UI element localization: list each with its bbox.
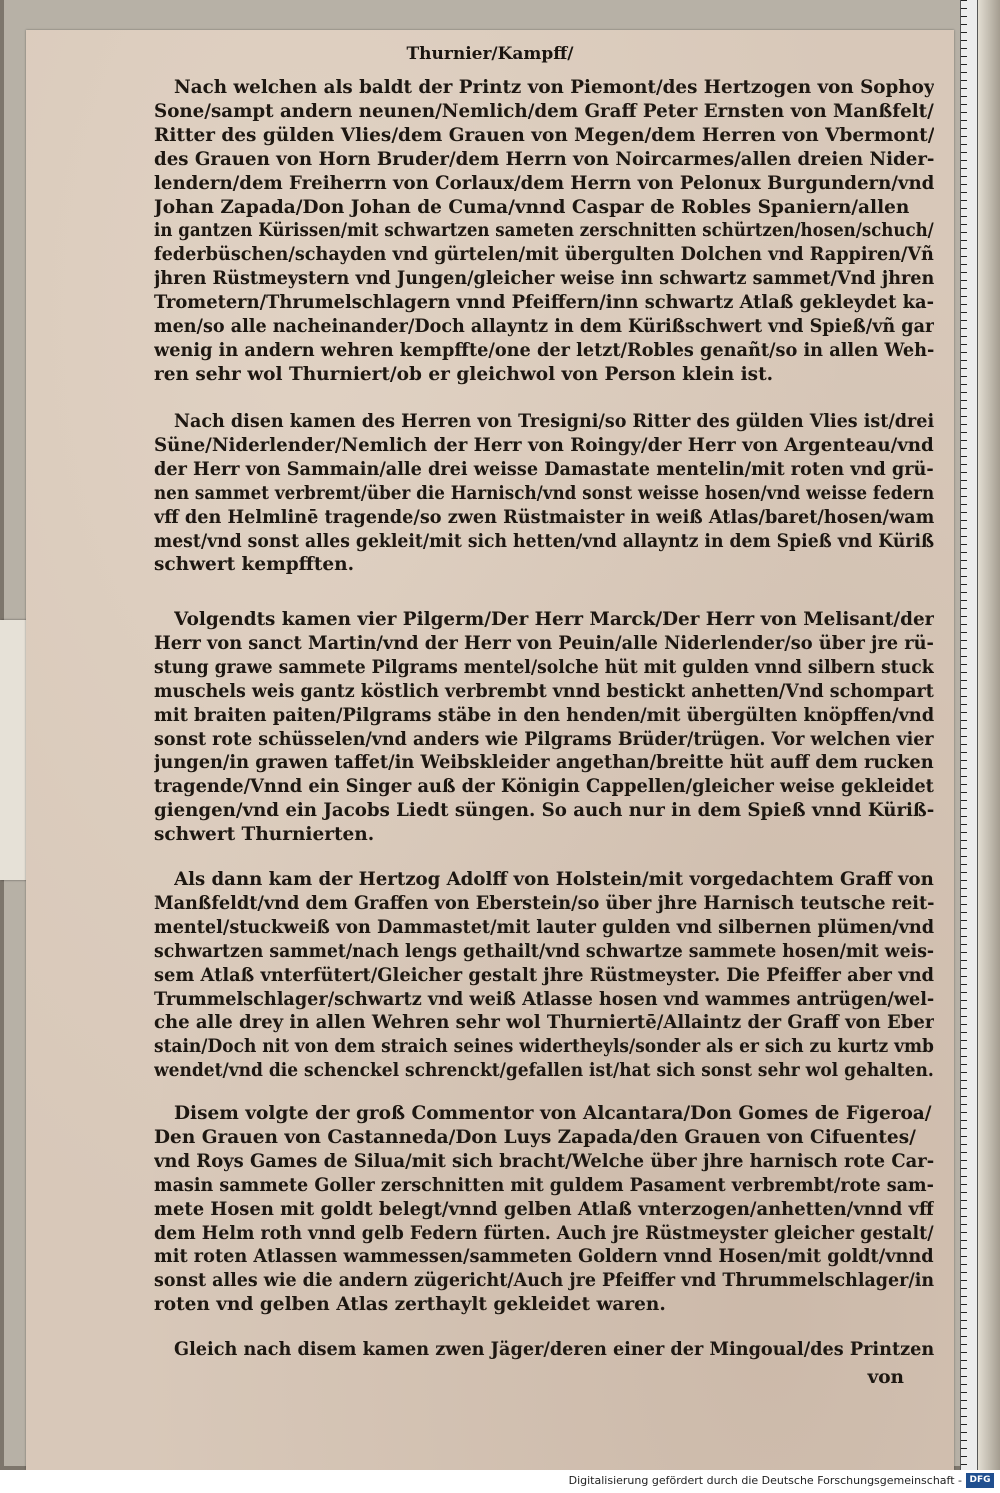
catchword: von <box>867 1367 904 1388</box>
text-line: Manßfeldt/vnd dem Graffen von Eberstein/so über jhre Harnisch teutsche reit- <box>154 892 934 914</box>
paragraph-4 <box>154 868 934 1083</box>
text-line: Süne/Niderlender/Nemlich der Herr von Roingy/der Herr von Argenteau/vnd <box>154 434 934 456</box>
text-line: jhren Rüstmeystern vnd Jungen/gleicher weise inn schwartz sammet/Vnd jhren <box>154 268 934 290</box>
text-line: dem Helm roth vnnd gelb Federn fürten. Auch jre Rüstmeyster gleicher gestalt/ <box>154 1222 934 1244</box>
text-line: nen sammet verbremt/über die Harnisch/vnd sonst weisse hosen/vnd weisse federn <box>154 482 934 504</box>
running-title: Thurnier/Kampff/ <box>406 44 574 64</box>
paragraph-2 <box>154 410 934 577</box>
text-line: Als dann kam der Hertzog Adolff von Holstein/mit vorgedachtem Graff von <box>174 869 934 890</box>
paragraph-1 <box>154 76 934 387</box>
text-line: mete Hosen mit goldt belegt/vnnd gelben Atlaß vnterzogen/anhetten/vnnd vff <box>154 1198 934 1220</box>
text-line: lendern/dem Freiherrn von Corlaux/dem Herrn von Pelonux Burgundern/vnd <box>154 172 934 194</box>
text-line: Disem volgte der groß Commentor von Alcantara/Don Gomes de Figeroa/ <box>174 1103 932 1124</box>
text-line: Volgendts kamen vier Pilgerm/Der Herr Marck/Der Herr von Melisant/der <box>174 609 934 630</box>
text-line: mit braiten paiten/Pilgrams stäbe in den henden/mit übergülten knöpffen/vnd <box>154 704 934 726</box>
text-line: wendet/vnd die schenckel schrenckt/gefallen ist/hat sich sonst sehr wol gehalten. <box>154 1060 934 1082</box>
text-line: mit roten Atlassen wammessen/sammeten Goldern vnnd Hosen/mit goldt/vnnd <box>154 1246 934 1268</box>
text-line: wenig in andern wehren kempffte/one der letzt/Robles genañt/so in allen Weh- <box>154 339 934 361</box>
text-line: sonst rote schüsselen/vnd anders wie Pilgrams Brüder/trügen. Vor welchen vier <box>154 728 934 750</box>
text-line: der Herr von Sammain/alle drei weisse Damastate mentelin/mit roten vnd grü- <box>154 458 934 480</box>
text-line: mentel/stuckweiß von Dammastet/mit lauter gulden vnd silbernen plümen/vnd <box>154 916 934 938</box>
text-line: che alle drey in allen Wehren sehr wol Thurniertē/Allaintz der Graff von Eber <box>154 1012 934 1034</box>
text-line: Nach welchen als baldt der Printz von Piemont/des Hertzogen von Sophoy <box>174 77 934 98</box>
text-line: schwert kempfften. <box>154 554 355 576</box>
text-line: giengen/vnd ein Jacobs Liedt süngen. So auch nur in dem Spieß vnnd Küriß- <box>154 800 934 822</box>
text-line: federbüschen/schayden vnd gürtelen/mit übergulten Dolchen vnd Rappiren/Vñ <box>154 244 934 266</box>
measuring-ruler <box>960 0 978 1470</box>
text-line: sonst alles wie die andern zügericht/Auch jre Pfeiffer vnd Thrummelschlager/in <box>154 1270 934 1292</box>
paragraph-6 <box>174 1338 934 1362</box>
text-line: masin sammete Goller zerschnitten mit guldem Pasament verbrembt/rote sam- <box>154 1174 934 1196</box>
text-line: schwartzen sammet/nach lengs gethailt/vnd schwartze sammete hosen/mit weis- <box>154 940 934 962</box>
text-line: vff den Helmlinē tragende/so zwen Rüstmaister in weiß Atlas/baret/hosen/wam <box>154 506 934 528</box>
text-line: Sone/sampt andern neunen/Nemlich/dem Graff Peter Ernsten von Manßfelt/ <box>154 100 934 122</box>
text-line: muschels weis gantz köstlich verbrembt vnnd bestickt anhetten/Vnd schompart <box>154 680 934 702</box>
text-line: Den Grauen von Castanneda/Don Luys Zapada/den Grauen von Cifuentes/ <box>154 1126 916 1148</box>
text-line: stain/Doch nit von dem straich seines widertheyls/sonder als er sich zu kurtz vmb <box>154 1036 934 1058</box>
text-line: mest/vnd sonst alles gekleit/mit sich hetten/vnd allayntz in dem Spieß vnd Küriß <box>154 530 934 552</box>
paragraph-3 <box>154 608 934 847</box>
text-line: vnd Roys Games de Silua/mit sich bracht/Welche über jhre harnisch rote Car- <box>154 1150 934 1172</box>
text-line: Ritter des gülden Vlies/dem Grauen von Megen/dem Herren von Vbermont/ <box>154 124 934 146</box>
text-line: Trometern/Thrumelschlagern vnnd Pfeiffern/inn schwartz Atlaß gekleydet ka- <box>154 292 934 314</box>
text-line: Trummelschlager/schwartz vnd weiß Atlasse hosen vnd wammes antrügen/wel- <box>154 988 934 1010</box>
dfg-logo: DFG <box>966 1473 994 1488</box>
text-line: stung grawe sammete Pilgrams mentel/solche hüt mit gulden vnnd silbern stuck <box>154 656 934 678</box>
text-line: des Grauen von Horn Bruder/dem Herrn von Noircarmes/allen dreien Nider- <box>154 148 934 170</box>
document-page <box>26 30 954 1470</box>
text-line: tragende/Vnnd ein Singer auß der Königin Cappellen/gleicher weise gekleidet <box>154 776 934 798</box>
funding-credit: Digitalisierung gefördert durch die Deutsche Forschungsgemeinschaft - <box>568 1474 962 1487</box>
paragraph-5 <box>154 1102 934 1317</box>
text-line: jungen/in grawen taffet/in Weibskleider angethan/breitte hüt auff dem rucken <box>154 752 934 774</box>
text-line: sem Atlaß vnterfütert/Gleicher gestalt jhre Rüstmeyster. Die Pfeiffer aber vnd <box>154 964 934 986</box>
text-line: Herr von sanct Martin/vnd der Herr von Peuin/alle Niderlender/so über jre rü- <box>154 632 934 654</box>
text-line: schwert Thurnierten. <box>154 824 375 846</box>
footer-bar <box>0 1470 1000 1493</box>
text-line: Gleich nach disem kamen zwen Jäger/deren einer der Mingoual/des Printzen <box>174 1339 934 1360</box>
text-line: Johan Zapada/Don Johan de Cuma/vnnd Caspar de Robles Spaniern/allen <box>154 196 910 218</box>
text-line: Nach disen kamen des Herren von Tresigni/so Ritter des gülden Vlies ist/drei <box>174 411 934 432</box>
text-line: ren sehr wol Thurniert/ob er gleichwol von Person klein ist. <box>154 363 774 385</box>
text-line: in gantzen Kürissen/mit schwartzen sameten zerschnitten schürtzen/hosen/schuch/ <box>154 220 934 242</box>
text-line: roten vnd gelben Atlas zerthaylt gekleidet waren. <box>154 1294 666 1316</box>
text-line: men/so alle nacheinander/Doch allayntz in dem Kürißschwert vnd Spieß/vñ gar <box>154 316 934 338</box>
